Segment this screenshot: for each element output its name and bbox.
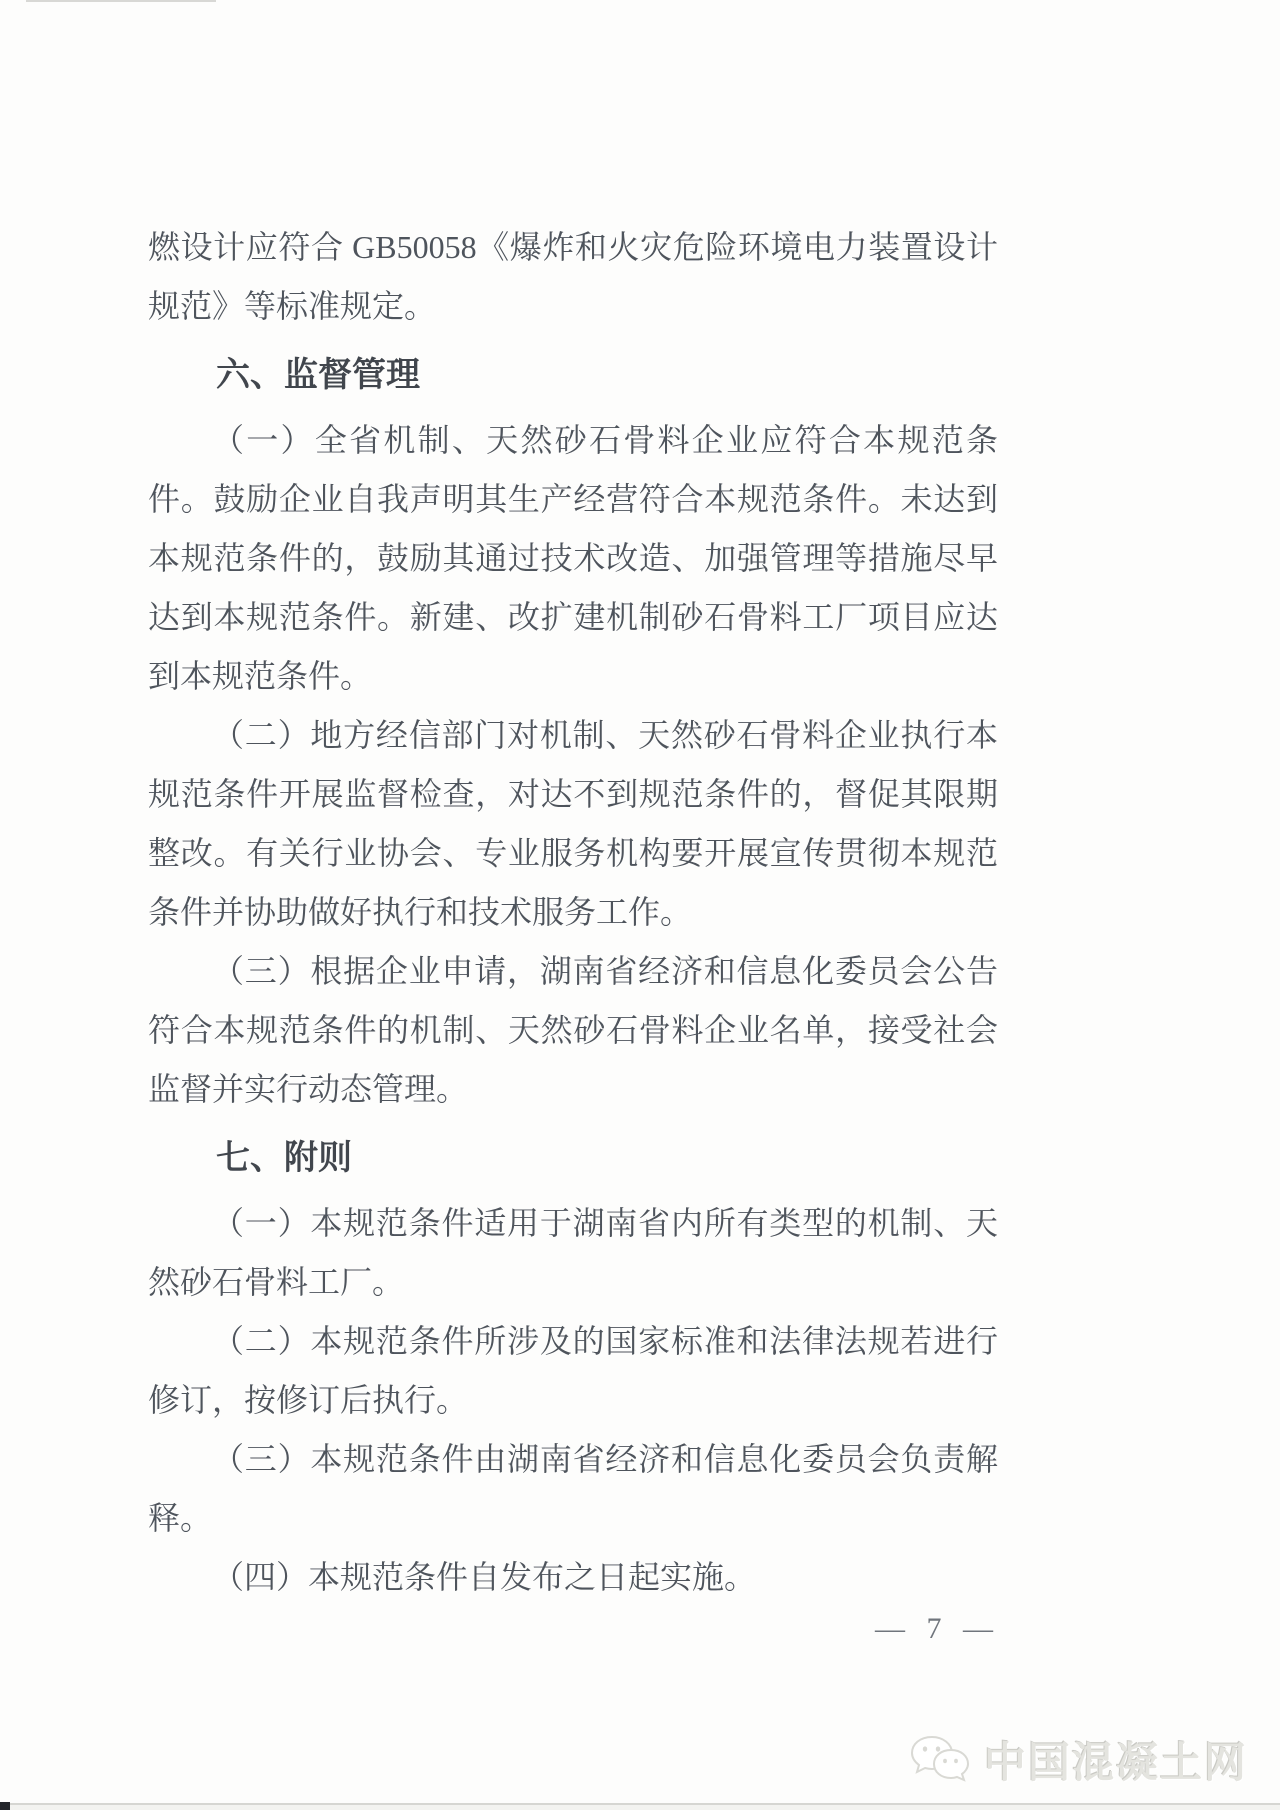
wechat-icon — [908, 1734, 970, 1786]
scan-artifact-top-edge — [26, 0, 216, 2]
paragraph-supervision-3: （三）根据企业申请，湖南省经济和信息化委员会公告符合本规范条件的机制、天然砂石骨料企业名单，接受社会监督并实行动态管理。 — [148, 953, 998, 1107]
section-heading-appendix: 七、附则 — [216, 1139, 352, 1177]
paragraph-appendix-3: （三）本规范条件由湖南省经济和信息化委员会负责解释。 — [148, 1441, 998, 1536]
paragraph-appendix-2: （二）本规范条件所涉及的国家标准和法律法规若进行修订，按修订后执行。 — [148, 1323, 998, 1418]
page-number: — 7 — — [875, 1612, 1000, 1645]
paragraph-supervision-2: （二）地方经信部门对机制、天然砂石骨料企业执行本规范条件开展监督检查，对达不到规范条件的，督促其限期整改。有关行业协会、专业服务机构要开展宣传贯彻本规范条件并协助做好执行和技术服务工作。 — [148, 717, 998, 930]
footer-brand-text: 中国混凝土网 — [983, 1739, 1248, 1786]
paragraph-appendix-4: （四）本规范条件自发布之日起实施。 — [212, 1559, 757, 1595]
footer-watermark — [908, 1730, 1248, 1790]
paragraph-supervision-1: （一）全省机制、天然砂石骨料企业应符合本规范条件。鼓励企业自我声明其生产经营符合本规范条件。未达到本规范条件的，鼓励其通过技术改造、加强管理等措施尽早达到本规范条件。新建、改扩建机制砂石骨料工厂项目应达到本规范条件。 — [148, 422, 998, 694]
section-heading-supervision: 六、监督管理 — [216, 356, 420, 394]
scan-artifact-bottom-edge — [0, 1803, 1280, 1810]
paragraph-continuation: 燃设计应符合 GB50058《爆炸和火灾危险环境电力装置设计规范》等标准规定。 — [148, 229, 998, 324]
paragraph-appendix-1: （一）本规范条件适用于湖南省内所有类型的机制、天然砂石骨料工厂。 — [148, 1205, 998, 1300]
document-body — [148, 218, 998, 1607]
scan-artifact-corner-notch — [0, 1802, 10, 1810]
